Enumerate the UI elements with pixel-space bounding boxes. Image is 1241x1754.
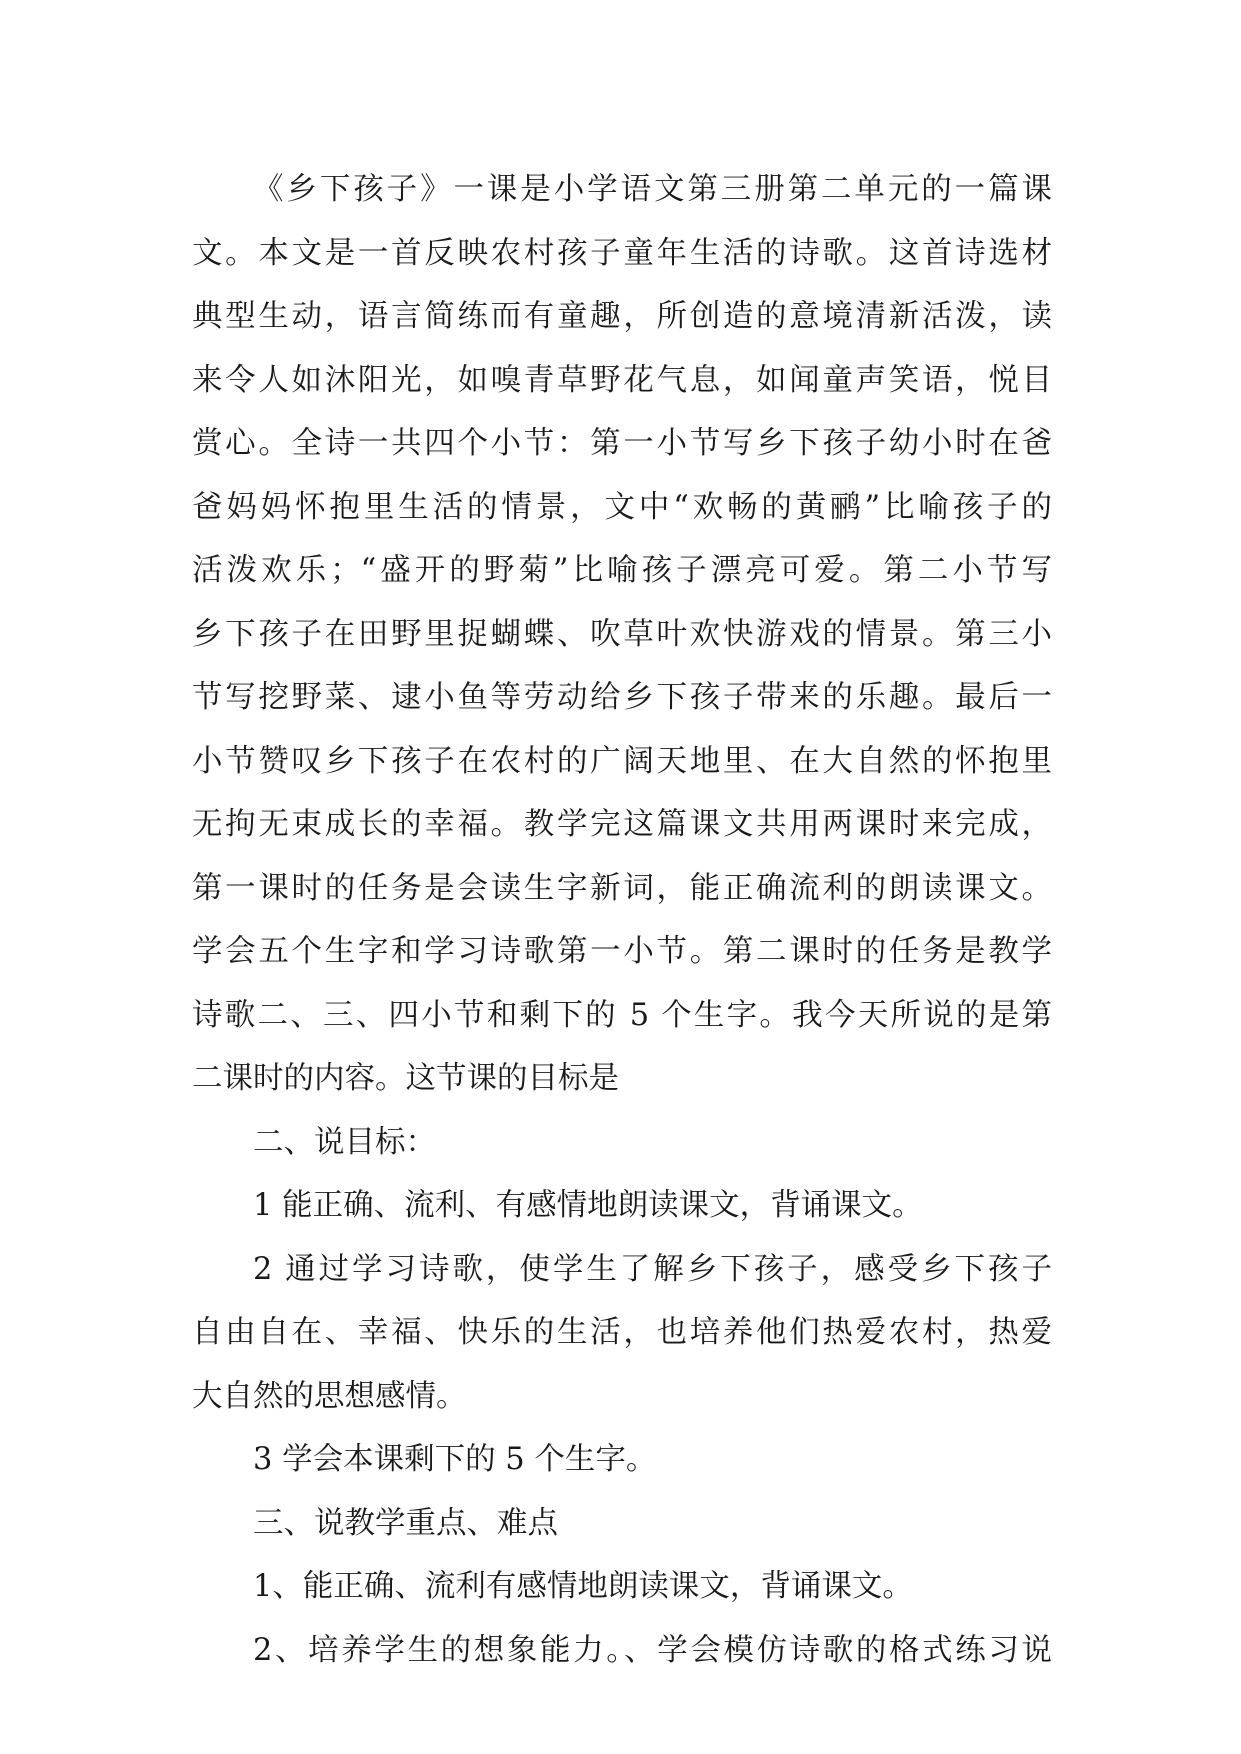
paragraph-line: 学会五个生字和学习诗歌第一小节。第二课时的任务是教学 <box>192 934 1052 969</box>
list-item: 1 能正确、流利、有感情地朗读课文，背诵课文。 <box>253 1188 923 1223</box>
paragraph-line: 《乡下孩子》一课是小学语文第三册第二单元的一篇课 <box>253 172 1052 207</box>
paragraph-line: 赏心。全诗一共四个小节：第一小节写乡下孩子幼小时在爸 <box>192 426 1052 461</box>
paragraph-line: 无拘无束成长的幸福。教学完这篇课文共用两课时来完成， <box>192 807 1052 842</box>
paragraph-line: 诗歌二、三、四小节和剩下的 5 个生字。我今天所说的是第 <box>192 997 1052 1033</box>
paragraph-line: 二课时的内容。这节课的目标是 <box>192 1061 619 1096</box>
paragraph-line: 乡下孩子在田野里捉蝴蝶、吹草叶欢快游戏的情景。第三小 <box>192 616 1052 652</box>
paragraph-line: 活泼欢乐；“盛开的野菊”比喻孩子漂亮可爱。第二小节写 <box>192 553 1052 588</box>
paragraph-line: 节写挖野菜、逮小鱼等劳动给乡下孩子带来的乐趣。最后一 <box>192 680 1052 715</box>
section-heading: 三、说教学重点、难点 <box>253 1505 558 1541</box>
paragraph-line: 第一课时的任务是会读生字新词，能正确流利的朗读课文。 <box>192 870 1052 906</box>
paragraph-line: 来令人如沐阳光，如嗅青草野花气息，如闻童声笑语，悦目 <box>192 362 1052 398</box>
paragraph-line: 大自然的思想感情。 <box>192 1378 467 1414</box>
paragraph-line: 小节赞叹乡下孩子在农村的广阔天地里、在大自然的怀抱里 <box>192 743 1052 779</box>
paragraph-line: 典型生动，语言简练而有童趣，所创造的意境清新活泼，读 <box>192 299 1052 334</box>
list-item: 2 通过学习诗歌，使学生了解乡下孩子，感受乡下孩子 <box>253 1251 1052 1287</box>
paragraph-line: 自由自在、幸福、快乐的生活，也培养他们热爱农村，热爱 <box>192 1315 1052 1350</box>
document-body <box>192 158 1052 1682</box>
list-item: 3 学会本课剩下的 5 个生字。 <box>253 1442 657 1477</box>
list-item: 2、培养学生的想象能力。、学会模仿诗歌的格式练习说 <box>253 1632 1052 1668</box>
list-item: 1、能正确、流利有感情地朗读课文，背诵课文。 <box>253 1569 913 1604</box>
section-heading: 二、说目标： <box>253 1124 436 1160</box>
paragraph-line: 文。本文是一首反映农村孩子童年生活的诗歌。这首诗选材 <box>192 235 1052 271</box>
paragraph-line: 爸妈妈怀抱里生活的情景，文中“欢畅的黄鹂”比喻孩子的 <box>192 489 1052 525</box>
